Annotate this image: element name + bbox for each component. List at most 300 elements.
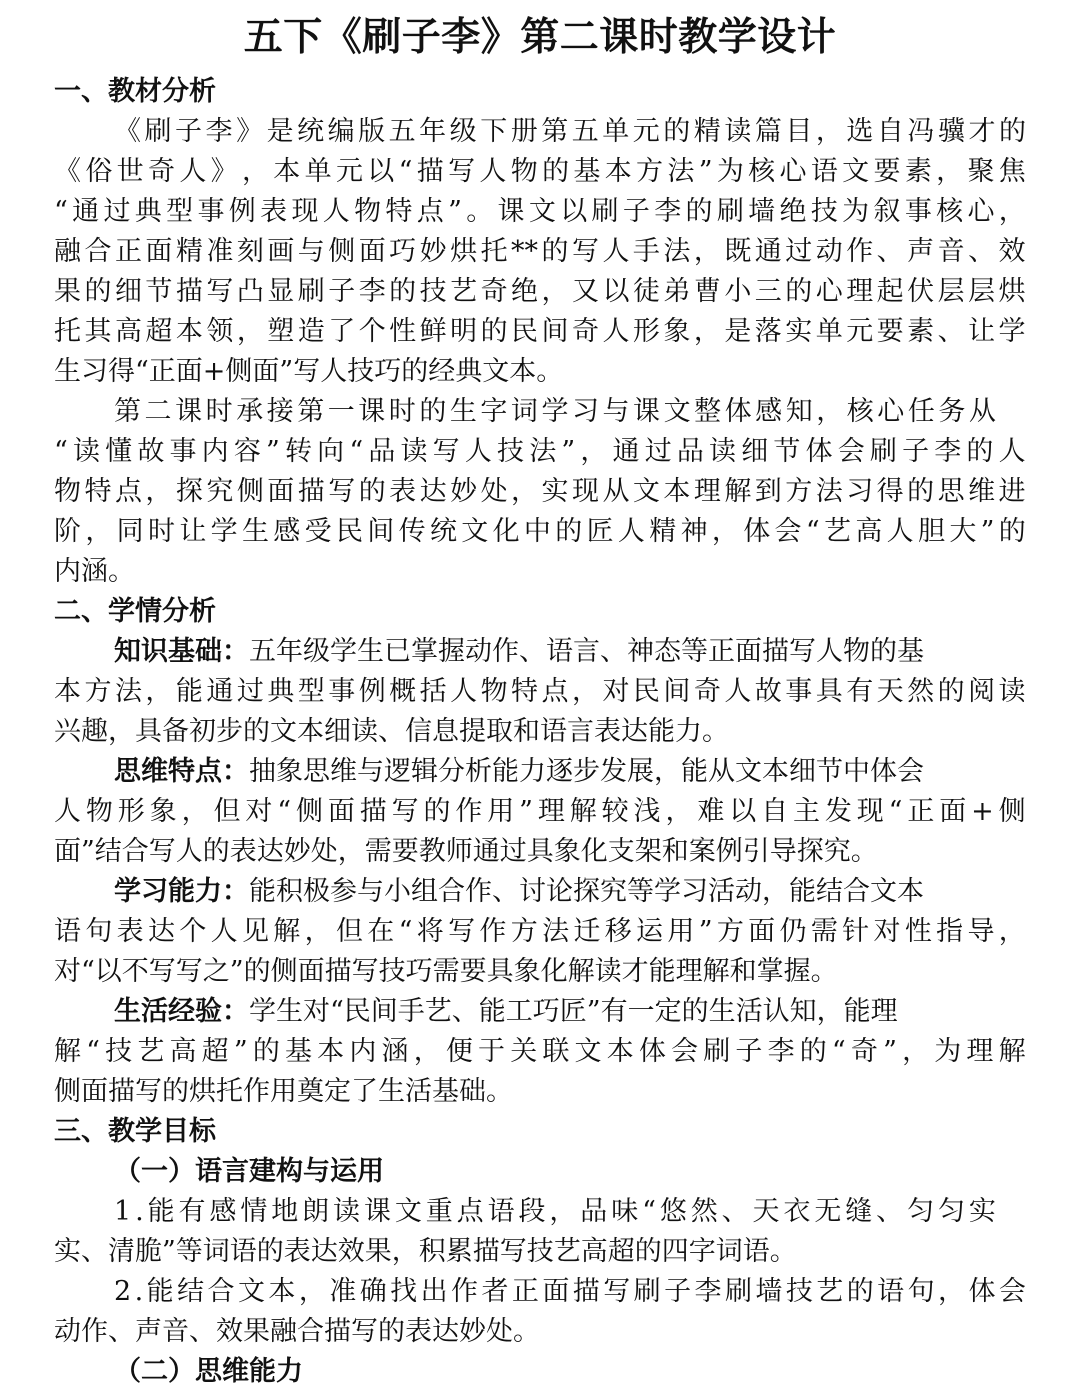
text-character: 承 bbox=[236, 396, 264, 427]
text-character: 品 bbox=[580, 1196, 608, 1227]
text-character: 描 bbox=[572, 1276, 600, 1307]
text-character: 《 bbox=[114, 116, 141, 147]
text-character: 绝 bbox=[779, 196, 807, 227]
text-character: 自 bbox=[876, 116, 904, 147]
text-character: 读 bbox=[333, 1196, 361, 1227]
text-character: ” bbox=[233, 1036, 248, 1067]
paragraph-text: 学生对“民间手艺、能工巧匠”有一定的生活认知，能理 bbox=[249, 996, 898, 1027]
text-character: 情 bbox=[240, 1196, 268, 1227]
text-character: 民 bbox=[511, 316, 539, 347]
text-character: 文 bbox=[528, 196, 556, 227]
text-character: 烘 bbox=[450, 236, 478, 267]
text-character: 通 bbox=[72, 196, 100, 227]
text-character: 语 bbox=[810, 156, 838, 187]
text-character: 概 bbox=[389, 676, 417, 707]
text-character: ， bbox=[304, 916, 332, 947]
text-character: 的 bbox=[419, 396, 447, 427]
text-character: 法 bbox=[667, 156, 695, 187]
paragraph-text: 能积极参与小组合作、讨论探究等学习活动，能结合文本 bbox=[249, 876, 924, 907]
text-character: 能 bbox=[175, 676, 203, 707]
text-character: ， bbox=[815, 116, 843, 147]
text-character: 人 bbox=[886, 516, 914, 547]
text-character: 作 bbox=[479, 916, 507, 947]
text-character: 的 bbox=[541, 236, 569, 267]
text-character: 与 bbox=[602, 396, 630, 427]
text-character: 奇 bbox=[480, 276, 508, 307]
text-character: 手 bbox=[632, 236, 660, 267]
paragraph-line bbox=[54, 792, 1026, 832]
text-character: 品 bbox=[368, 436, 396, 467]
text-character: 细 bbox=[741, 436, 769, 467]
text-character: 发 bbox=[824, 796, 852, 827]
text-character: ” bbox=[698, 916, 713, 947]
text-character: “ bbox=[831, 1036, 846, 1067]
text-character: 李 bbox=[694, 1276, 722, 1307]
text-character: 人 bbox=[54, 796, 81, 827]
text-character: 转 bbox=[285, 436, 312, 467]
text-character: 子 bbox=[664, 1276, 692, 1307]
text-character: 为 bbox=[716, 156, 744, 187]
text-character: 有 bbox=[846, 676, 874, 707]
text-character: 精 bbox=[175, 236, 203, 267]
text-character: 事 bbox=[169, 436, 197, 467]
text-character: 结 bbox=[177, 1276, 205, 1307]
text-character: 册 bbox=[510, 116, 538, 147]
text-character: 括 bbox=[419, 676, 447, 707]
text-character: 核 bbox=[748, 156, 776, 187]
text-character: “ bbox=[54, 436, 68, 467]
text-character: 的 bbox=[937, 676, 965, 707]
text-character: 物 bbox=[510, 156, 538, 187]
text-character: 运 bbox=[636, 916, 664, 947]
text-character: 写 bbox=[432, 436, 460, 467]
text-character: 然 bbox=[690, 1196, 718, 1227]
text-character: “ bbox=[398, 156, 413, 187]
text-character: 法 bbox=[663, 236, 691, 267]
paragraph-line bbox=[54, 312, 1026, 352]
text-character: 侧 bbox=[236, 476, 264, 507]
text-character: ， bbox=[145, 476, 173, 507]
text-character: 超 bbox=[145, 316, 173, 347]
text-character: 民 bbox=[632, 676, 660, 707]
text-character: ， bbox=[693, 316, 721, 347]
text-character: 1 bbox=[114, 1196, 132, 1227]
text-character: 通 bbox=[754, 236, 782, 267]
paragraph-line: 内涵。 bbox=[54, 556, 135, 587]
text-character: 描 bbox=[175, 276, 203, 307]
text-character: 层 bbox=[968, 276, 996, 307]
text-character: 法 bbox=[114, 676, 142, 707]
text-character: . bbox=[134, 1276, 144, 1307]
paragraph-line: 面”结合写人的表达妙处，需要教师通过具象化支架和案例引导探究。 bbox=[54, 836, 878, 867]
text-character: 实 bbox=[785, 316, 813, 347]
text-character: 聚 bbox=[967, 156, 995, 187]
text-character: 艺 bbox=[450, 276, 478, 307]
text-character: 《 bbox=[54, 156, 81, 187]
text-character: 较 bbox=[601, 796, 629, 827]
text-character: 为 bbox=[934, 1036, 962, 1067]
text-character: 生 bbox=[449, 396, 477, 427]
text-character: 务 bbox=[938, 396, 966, 427]
section-heading-material-analysis: 一、教材分析 bbox=[54, 76, 216, 107]
text-character: 刷 bbox=[591, 196, 619, 227]
text-character: “ bbox=[86, 1036, 100, 1067]
text-character: 明 bbox=[450, 316, 478, 347]
text-character: 间 bbox=[663, 676, 691, 707]
text-character: 奇 bbox=[850, 1036, 878, 1067]
text-character: 究 bbox=[206, 476, 234, 507]
text-character: ” bbox=[883, 1036, 897, 1067]
text-character: 见 bbox=[241, 916, 269, 947]
text-character: 现 bbox=[571, 476, 599, 507]
text-character: 象 bbox=[149, 796, 177, 827]
text-character: 技 bbox=[105, 1036, 133, 1067]
text-character: 李 bbox=[767, 1036, 795, 1067]
text-character: 方 bbox=[510, 916, 538, 947]
text-character: 面 bbox=[358, 236, 386, 267]
paragraph-label: 生活经验： bbox=[114, 996, 249, 1027]
text-character: 李 bbox=[358, 276, 386, 307]
text-character: 例 bbox=[228, 196, 256, 227]
text-character: 文 bbox=[461, 516, 489, 547]
paragraph-line bbox=[54, 232, 1026, 272]
text-character: ， bbox=[693, 236, 721, 267]
text-character: 一 bbox=[327, 396, 355, 427]
text-character: 单 bbox=[602, 116, 630, 147]
text-character: 选 bbox=[846, 116, 874, 147]
text-character: ， bbox=[413, 1036, 441, 1067]
text-character: 型 bbox=[166, 196, 194, 227]
text-character: 理 bbox=[537, 796, 565, 827]
text-character: “ bbox=[805, 516, 820, 547]
text-character: ” bbox=[698, 156, 713, 187]
text-character: ” bbox=[980, 516, 995, 547]
text-character: ， bbox=[541, 276, 569, 307]
text-character: 中 bbox=[523, 516, 551, 547]
text-character: ， bbox=[241, 156, 269, 187]
text-character: 故 bbox=[137, 436, 165, 467]
text-character: 方 bbox=[84, 676, 112, 707]
text-character: 叙 bbox=[873, 196, 901, 227]
text-character: 动 bbox=[815, 236, 843, 267]
text-character: 写 bbox=[571, 236, 599, 267]
text-character: 显 bbox=[267, 276, 295, 307]
text-character: ” bbox=[519, 796, 533, 827]
text-character: 侧 bbox=[295, 796, 323, 827]
text-character: 子 bbox=[622, 196, 650, 227]
text-character: 过 bbox=[785, 236, 813, 267]
text-character: 弟 bbox=[663, 276, 691, 307]
document-title: 五下《刷子李》第二课时教学设计 bbox=[243, 15, 837, 60]
text-character: 达 bbox=[147, 916, 175, 947]
text-character: 实 bbox=[968, 1196, 996, 1227]
text-character: 读 bbox=[709, 436, 737, 467]
text-character: 第 bbox=[114, 396, 141, 427]
text-character: 课 bbox=[358, 396, 386, 427]
text-character: 目 bbox=[785, 116, 813, 147]
section-heading-student-analysis: 二、学情分析 bbox=[54, 596, 216, 627]
text-character: 子 bbox=[735, 1036, 763, 1067]
text-character: 面 bbox=[267, 476, 295, 507]
text-character: 味 bbox=[611, 1196, 639, 1227]
text-character: 便 bbox=[445, 1036, 473, 1067]
text-character: 、 bbox=[937, 316, 965, 347]
text-character: 焦 bbox=[998, 156, 1026, 187]
text-character: 人 bbox=[602, 236, 630, 267]
subsection-heading-thinking: （二）思维能力 bbox=[114, 1356, 303, 1387]
text-character: 匀 bbox=[937, 1196, 965, 1227]
text-character: 针 bbox=[842, 916, 870, 947]
text-character: 刷 bbox=[703, 1036, 731, 1067]
text-character: 的 bbox=[389, 276, 417, 307]
text-character: ， bbox=[298, 1276, 326, 1307]
text-character: 层 bbox=[937, 276, 965, 307]
text-character: 精 bbox=[649, 516, 677, 547]
text-character: 字 bbox=[480, 396, 508, 427]
text-character: 为 bbox=[842, 196, 870, 227]
text-character: 迁 bbox=[573, 916, 601, 947]
text-character: ” bbox=[448, 196, 462, 227]
text-character: 在 bbox=[367, 916, 395, 947]
text-character: . bbox=[135, 1196, 144, 1227]
text-character: 正 bbox=[114, 236, 142, 267]
text-character: 感 bbox=[755, 396, 783, 427]
text-character: 准 bbox=[206, 236, 234, 267]
text-character: 以 bbox=[560, 196, 588, 227]
text-character: + bbox=[971, 796, 994, 827]
text-character: 本 bbox=[175, 316, 203, 347]
text-character: 物 bbox=[85, 796, 113, 827]
text-character: 素 bbox=[904, 156, 932, 187]
text-character: 涵 bbox=[381, 1036, 409, 1067]
text-character: 写 bbox=[391, 796, 419, 827]
paragraph-label: 思维特点： bbox=[114, 756, 249, 787]
text-character: 的 bbox=[846, 1276, 874, 1307]
text-character: 阶 bbox=[54, 516, 81, 547]
text-character: ， bbox=[236, 316, 264, 347]
text-character: 人 bbox=[179, 156, 207, 187]
text-character: 间 bbox=[541, 316, 569, 347]
text-character: ” bbox=[561, 436, 576, 467]
text-character: 体 bbox=[724, 396, 752, 427]
text-character: 时 bbox=[147, 516, 175, 547]
text-character: 烘 bbox=[998, 276, 1026, 307]
text-character: 人 bbox=[998, 436, 1026, 467]
text-character: 达 bbox=[419, 476, 447, 507]
text-character: 造 bbox=[297, 316, 325, 347]
text-character: 刻 bbox=[236, 236, 264, 267]
text-character: ， bbox=[902, 1036, 930, 1067]
text-character: 感 bbox=[209, 1196, 237, 1227]
text-character: 的 bbox=[907, 476, 935, 507]
text-character: 文 bbox=[237, 1276, 265, 1307]
text-character: 人 bbox=[464, 436, 492, 467]
text-character: 到 bbox=[754, 476, 782, 507]
text-character: 指 bbox=[936, 916, 964, 947]
text-character: ， bbox=[936, 156, 964, 187]
text-character: 的 bbox=[663, 116, 691, 147]
text-character: 时 bbox=[388, 396, 416, 427]
text-character: 胆 bbox=[918, 516, 945, 547]
text-character: 法 bbox=[815, 476, 843, 507]
text-character: 文 bbox=[394, 1196, 422, 1227]
text-character: 墙 bbox=[748, 196, 776, 227]
text-character: 主 bbox=[793, 796, 820, 827]
text-character: 阅 bbox=[968, 676, 996, 707]
text-character: 同 bbox=[116, 516, 144, 547]
text-character: 文 bbox=[663, 396, 691, 427]
text-character: 子 bbox=[175, 116, 203, 147]
text-character: 2 bbox=[114, 1276, 132, 1307]
text-character: ** bbox=[511, 236, 539, 267]
text-character: 第 bbox=[297, 396, 325, 427]
text-character: 确 bbox=[359, 1276, 387, 1307]
text-character: 读 bbox=[724, 116, 752, 147]
text-character: 伏 bbox=[907, 276, 935, 307]
text-character: 下 bbox=[480, 116, 508, 147]
text-character: 人 bbox=[617, 516, 645, 547]
text-character: 奇 bbox=[571, 316, 599, 347]
text-character: 、 bbox=[876, 236, 904, 267]
paragraph-label: 学习能力： bbox=[114, 876, 249, 907]
text-character: 妙 bbox=[450, 476, 478, 507]
paragraph-line: 兴趣，具备初步的文本细读、信息提取和语言表达能力。 bbox=[54, 716, 729, 747]
text-character: 刷 bbox=[724, 1276, 752, 1307]
text-character: 解 bbox=[998, 1036, 1026, 1067]
text-character: 级 bbox=[449, 116, 477, 147]
text-character: 会 bbox=[998, 1276, 1026, 1307]
text-character: 学 bbox=[210, 516, 238, 547]
text-character: 时 bbox=[205, 396, 233, 427]
text-character: 句 bbox=[85, 916, 113, 947]
paragraph-line: 对“以不写写之”的侧面描写技巧需要具象化解读才能理解和掌握。 bbox=[54, 956, 838, 987]
text-character: 》 bbox=[210, 156, 238, 187]
text-character: 用 bbox=[667, 916, 695, 947]
paragraph-line bbox=[54, 432, 1026, 472]
text-character: 理 bbox=[846, 276, 874, 307]
text-character: 内 bbox=[349, 1036, 377, 1067]
text-character: 编 bbox=[327, 116, 355, 147]
text-character: 精 bbox=[693, 116, 721, 147]
text-character: 神 bbox=[680, 516, 708, 547]
text-character: 素 bbox=[907, 316, 935, 347]
text-character: 学 bbox=[998, 316, 1026, 347]
text-character: 起 bbox=[876, 276, 904, 307]
text-character: 统 bbox=[297, 116, 325, 147]
text-character: 又 bbox=[571, 276, 599, 307]
text-character: 艺 bbox=[816, 1276, 844, 1307]
text-character: 以 bbox=[729, 796, 757, 827]
text-character: 巧 bbox=[389, 236, 417, 267]
text-character: 刷 bbox=[633, 1276, 661, 1307]
text-character: ， bbox=[998, 196, 1026, 227]
text-character: 人 bbox=[322, 196, 350, 227]
text-character: 节 bbox=[145, 276, 173, 307]
text-character: 间 bbox=[367, 516, 395, 547]
text-character: 以 bbox=[367, 156, 395, 187]
text-character: 托 bbox=[480, 236, 508, 267]
text-character: 的 bbox=[84, 276, 112, 307]
paragraph-text: 五年级学生已掌握动作、语言、神态等正面描写人物的基 bbox=[249, 636, 924, 667]
text-character: 但 bbox=[335, 916, 363, 947]
text-character: 形 bbox=[117, 796, 145, 827]
paragraph-line: 生习得“正面+侧面”写人技巧的经典文本。 bbox=[54, 356, 564, 387]
text-character: 品 bbox=[676, 436, 704, 467]
text-character: 朗 bbox=[302, 1196, 330, 1227]
text-character: 李 bbox=[205, 116, 233, 147]
text-character: 读 bbox=[72, 436, 100, 467]
text-character: 高 bbox=[855, 516, 883, 547]
text-character: 实 bbox=[541, 476, 569, 507]
text-character: 落 bbox=[754, 316, 782, 347]
paragraph-line bbox=[114, 872, 1026, 912]
text-character: ， bbox=[665, 796, 693, 827]
text-character: 思 bbox=[937, 476, 965, 507]
text-character: 自 bbox=[761, 796, 789, 827]
text-character: 要 bbox=[873, 156, 901, 187]
text-character: 本 bbox=[663, 476, 691, 507]
paragraph-text: 抽象思维与逻辑分析能力逐步发展，能从文本细节中体会 bbox=[249, 756, 924, 787]
text-character: 核 bbox=[936, 196, 964, 227]
text-character: 其 bbox=[84, 316, 112, 347]
text-character: 形 bbox=[632, 316, 660, 347]
paragraph-line bbox=[54, 672, 1026, 712]
text-character: 统 bbox=[429, 516, 457, 547]
paragraph-line: 实、清脆”等词语的表达效果，积累描写技艺高超的四字词语。 bbox=[54, 1236, 797, 1267]
paragraph-line bbox=[54, 1032, 1026, 1072]
text-character: ， bbox=[998, 916, 1026, 947]
text-character: ， bbox=[711, 516, 739, 547]
text-character: 与 bbox=[297, 236, 325, 267]
text-character: 凸 bbox=[236, 276, 264, 307]
text-character: 体 bbox=[638, 1036, 666, 1067]
text-character: ， bbox=[145, 676, 173, 707]
text-character: 本 bbox=[54, 676, 81, 707]
text-character: 解 bbox=[54, 1036, 81, 1067]
text-character: 者 bbox=[481, 1276, 509, 1307]
text-character: 世 bbox=[116, 156, 144, 187]
text-character: 元 bbox=[632, 116, 660, 147]
paragraph-line bbox=[54, 272, 1026, 312]
text-character: 面 bbox=[748, 916, 776, 947]
text-character: 基 bbox=[573, 156, 601, 187]
text-character: 写 bbox=[603, 1276, 631, 1307]
paragraph-label: 知识基础： bbox=[114, 636, 249, 667]
text-character: 特 bbox=[385, 196, 413, 227]
section-heading-teaching-goals: 三、教学目标 bbox=[54, 1116, 216, 1147]
text-character: 表 bbox=[389, 476, 417, 507]
paragraph-line bbox=[114, 1192, 996, 1232]
text-character: 的 bbox=[998, 516, 1026, 547]
text-character: 塑 bbox=[267, 316, 295, 347]
paragraph-line bbox=[114, 1272, 1026, 1312]
text-character: 人 bbox=[724, 676, 752, 707]
text-character: 面 bbox=[327, 796, 355, 827]
text-character: 民 bbox=[335, 516, 363, 547]
text-character: 心 bbox=[877, 396, 905, 427]
text-character: 用 bbox=[487, 796, 515, 827]
text-character: 效 bbox=[998, 236, 1026, 267]
paragraph-line bbox=[54, 912, 1026, 952]
text-character: 事 bbox=[785, 676, 813, 707]
text-character: 人 bbox=[210, 916, 238, 947]
text-character: 正 bbox=[511, 1276, 539, 1307]
text-character: 本 bbox=[268, 1276, 296, 1307]
text-character: 技 bbox=[785, 1276, 813, 1307]
text-character: 、 bbox=[876, 1196, 904, 1227]
text-character: 物 bbox=[480, 676, 508, 707]
text-character: 细 bbox=[114, 276, 142, 307]
